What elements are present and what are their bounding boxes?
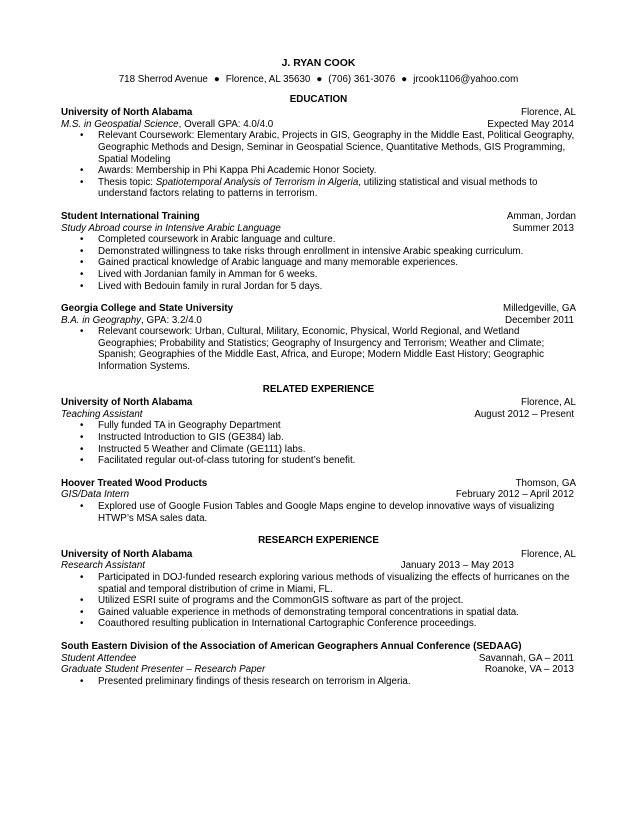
- role: GIS/Data Intern: [61, 489, 130, 501]
- section-title-related: RELATED EXPERIENCE: [262, 383, 375, 395]
- address: 718 Sherrod Avenue: [118, 74, 208, 85]
- list-item: • Participated in DOJ-funded research exploring various methods of visualizing the effects of hurricanes on the spatial and temporal distribution of crime in Miami, FL.: [61, 572, 576, 595]
- date: Summer 2013: [512, 222, 574, 234]
- thesis-prefix: Thesis topic:: [98, 176, 156, 188]
- list-item: • Utilized ESRI suite of programs and the CommonGIS software as part of the project.: [61, 595, 576, 607]
- entry-header: [61, 303, 576, 315]
- location: Amman, Jordan: [506, 210, 576, 222]
- list-item: • Explored use of Google Fusion Tables and Google Maps engine to develop innovative ways of visualizing HTWP’s MSA sales data.: [61, 501, 576, 524]
- bullet-list: [61, 420, 576, 466]
- organization: Student International Training: [61, 210, 200, 222]
- list-item: • Facilitated regular out-of-class tutoring for student’s benefit.: [61, 455, 576, 467]
- role: Study Abroad course in Intensive Arabic Language: [61, 222, 281, 234]
- role: Teaching Assistant: [61, 408, 143, 420]
- entry-sit: [61, 211, 576, 292]
- list-item: • Gained practical knowledge of Arabic language and many memorable experiences.: [61, 257, 576, 269]
- list-item: • Completed coursework in Arabic language and culture.: [61, 234, 576, 246]
- organization: University of North Alabama: [61, 107, 193, 119]
- entry-header: [61, 549, 576, 561]
- role: Student Attendee: [61, 652, 137, 664]
- list-item: • Relevant Coursework: Elementary Arabic, Projects in GIS, Geography in the Middle East, Political Geography, Geographic Methods and Design, Seminar in Geospatial Science, Quantitative Methods, GIS Programming, Spatial Modeling: [61, 130, 576, 165]
- entry-subheader: [61, 664, 576, 676]
- section-title-research: RESEARCH EXPERIENCE: [258, 535, 379, 547]
- entry-header: [61, 107, 576, 119]
- bullet-list: [61, 501, 576, 524]
- separator-dot: ●: [213, 74, 220, 85]
- location-date: Roanoke, VA – 2013: [484, 664, 574, 676]
- organization: University of North Alabama: [61, 548, 193, 560]
- gpa: , Overall GPA: 4.0/4.0: [178, 118, 274, 130]
- bullet-list: [61, 326, 576, 372]
- entry-una-education: [61, 107, 576, 200]
- list-item: • Relevant coursework: Urban, Cultural, Military, Economic, Physical, World Regional, and Wetland Geographies; Probability and Statistics; Geography of Insurgency and Terrorism; Weather and Climate; Spanish; Geographies of the Middle East, Africa, and Europe; Modern Middle East History; Geographic Information Systems.: [61, 326, 576, 372]
- entry-header: [61, 211, 576, 223]
- entry-subheader: [61, 119, 576, 131]
- bullet-list: [61, 572, 576, 630]
- separator-dot: ●: [401, 74, 408, 85]
- date: Expected May 2014: [487, 118, 574, 130]
- entry-una-research: [61, 549, 576, 630]
- entry-header: [61, 397, 576, 409]
- list-item: • Fully funded TA in Geography Department: [61, 420, 576, 432]
- entry-subheader: [61, 560, 576, 572]
- degree: M.S. in Geospatial Science: [61, 118, 179, 130]
- entry-subheader: [61, 409, 576, 421]
- email: jrcook1106@yahoo.com: [413, 74, 519, 85]
- date: August 2012 – Present: [474, 408, 574, 420]
- city: Florence, AL 35630: [225, 74, 311, 85]
- entry-subheader: [61, 223, 576, 235]
- list-item: • Gained valuable experience in methods of demonstrating temporal concentrations in spatial data.: [61, 607, 576, 619]
- entry-hoover: [61, 478, 576, 524]
- entry-subheader: [61, 653, 576, 665]
- role: Research Assistant: [61, 560, 146, 572]
- candidate-name: J. RYAN COOK: [281, 58, 356, 69]
- location: Milledgeville, GA: [503, 303, 576, 315]
- location: Florence, AL: [520, 107, 576, 119]
- list-item: • Lived with Bedouin family in rural Jordan for 5 days.: [61, 281, 576, 293]
- entry-gcsu: [61, 303, 576, 373]
- list-item: [61, 177, 576, 200]
- bullet-list: [61, 234, 576, 292]
- thesis-suffix: , utilizing statistical and visual methods to understand factors relating to patterns in terrorism.: [98, 176, 538, 200]
- phone: (706) 361-3076: [328, 74, 396, 85]
- location: Florence, AL: [520, 548, 576, 560]
- list-item: • Instructed 5 Weather and Climate (GE111) labs.: [61, 444, 576, 456]
- entry-subheader: [61, 489, 576, 501]
- degree: B.A. in Geography: [61, 314, 142, 326]
- organization: University of North Alabama: [61, 397, 193, 409]
- list-item: • Lived with Jordanian family in Amman for 6 weeks.: [61, 269, 576, 281]
- organization: South Eastern Division of the Association of American Geographers Annual Conference (SEDAAG): [61, 640, 522, 652]
- role: Graduate Student Presenter – Research Paper: [61, 664, 266, 676]
- location: Thomson, GA: [515, 477, 576, 489]
- organization: Hoover Treated Wood Products: [61, 477, 208, 489]
- entry-subheader: [61, 315, 576, 327]
- list-item: • Presented preliminary findings of thesis research on terrorism in Algeria.: [61, 676, 576, 688]
- entry-una-ta: [61, 397, 576, 467]
- list-item: • Awards: Membership in Phi Kappa Phi Academic Honor Society.: [61, 165, 576, 177]
- entry-header: [61, 641, 576, 653]
- list-item: • Coauthored resulting publication in International Cartographic Conference proceedings.: [61, 618, 576, 630]
- date: January 2013 – May 2013: [400, 560, 514, 572]
- gpa: , GPA: 3.2/4.0: [141, 314, 202, 326]
- location: Florence, AL: [520, 397, 576, 409]
- list-item: • Instructed Introduction to GIS (GE384) lab.: [61, 432, 576, 444]
- location-date: Savannah, GA – 2011: [478, 652, 574, 664]
- entry-header: [61, 478, 576, 490]
- thesis-title: Spatiotemporal Analysis of Terrorism in Algeria: [155, 176, 359, 188]
- date: February 2012 – April 2012: [455, 489, 574, 501]
- bullet-list: [61, 130, 576, 200]
- contact-line: [61, 74, 576, 86]
- entry-sedaag: [61, 641, 576, 687]
- degree-line: [61, 315, 202, 327]
- organization: Georgia College and State University: [61, 303, 234, 315]
- separator-dot: ●: [316, 74, 323, 85]
- degree-line: [61, 119, 273, 131]
- date: December 2011: [505, 314, 574, 326]
- section-title-education: EDUCATION: [289, 93, 348, 105]
- list-item: • Demonstrated willingness to take risks through enrollment in intensive Arabic speaking curriculum.: [61, 246, 576, 258]
- bullet-list: [61, 676, 576, 688]
